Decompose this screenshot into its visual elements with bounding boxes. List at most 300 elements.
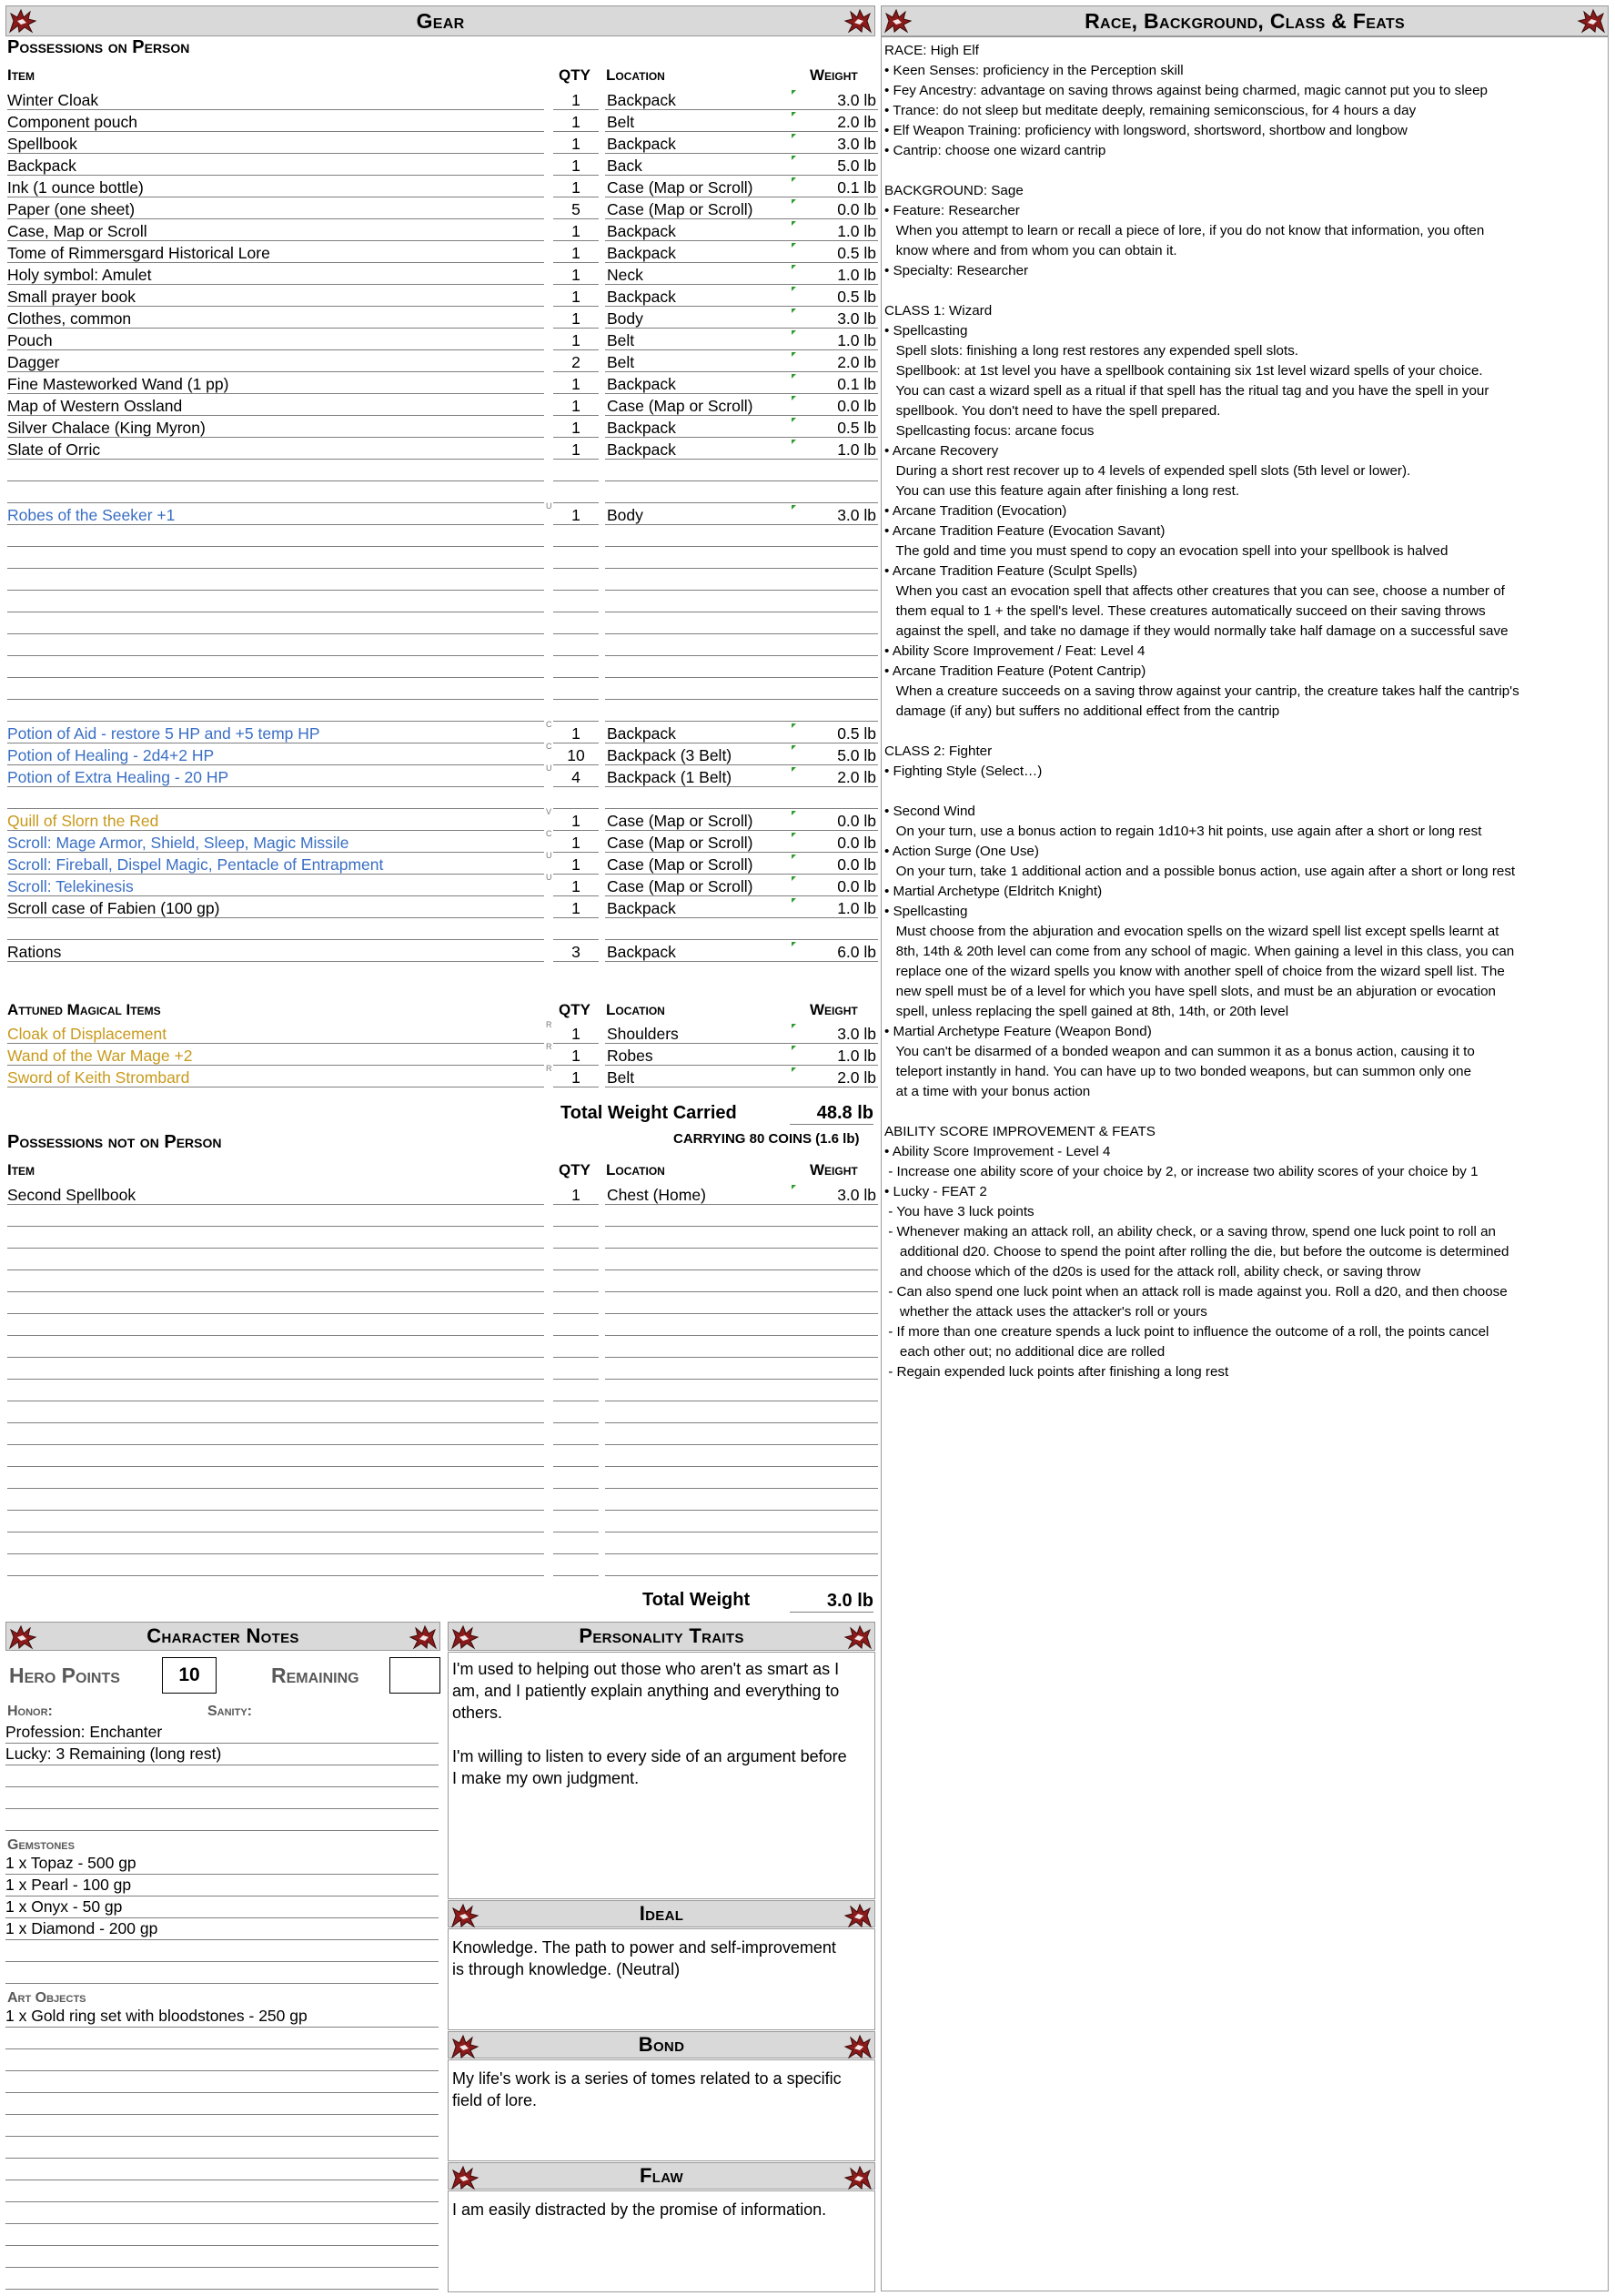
item-row[interactable]	[7, 1064, 876, 1089]
item-name: Holy symbol: Amulet	[7, 265, 544, 285]
race-class-line: - Whenever making an attack roll, an ability check, or a saving throw, spend one luck point to roll an	[884, 1224, 1496, 1239]
race-class-line: • Second Wind	[884, 804, 975, 819]
item-location	[605, 1316, 792, 1336]
item-weight: 0.5 lb	[792, 723, 878, 743]
race-class-line: - Increase one ability score of your choice by 2, or increase two ability scores of your choice by 1	[884, 1164, 1479, 1179]
race-class-line: Must choose from the abjuration and evocation spells on the wizard spell list except spells learnt at	[884, 924, 1499, 939]
item-weight: 3.0 lb	[792, 1024, 878, 1044]
item-row[interactable]	[7, 1229, 873, 1250]
item-row[interactable]	[7, 807, 876, 833]
race-class-line: replace one of the wizard spells you know with another spell of choice from the wizard spell list. The	[884, 964, 1505, 979]
item-row[interactable]	[7, 1425, 873, 1447]
item-location	[605, 614, 792, 634]
item-name	[7, 461, 544, 481]
item-row[interactable]	[7, 1272, 873, 1294]
item-name: Cloak of Displacement	[7, 1024, 544, 1044]
item-qty: 1	[553, 898, 599, 918]
item-row[interactable]	[7, 764, 876, 789]
item-qty: 1	[553, 330, 599, 350]
item-location	[605, 549, 792, 569]
item-row[interactable]	[7, 199, 876, 221]
race-class-line: When you attempt to learn or recall a piece of lore, if you do not know that information, you often	[884, 223, 1485, 238]
item-name	[7, 1491, 544, 1511]
item-qty: 1	[553, 1185, 599, 1205]
note-line[interactable]: 1 x Diamond - 200 gp	[5, 1918, 439, 1940]
item-name	[7, 1207, 544, 1227]
note-line[interactable]	[5, 2180, 439, 2202]
item-weight	[792, 789, 878, 809]
note-line[interactable]	[5, 2071, 439, 2093]
comment-marker-icon	[792, 1046, 796, 1050]
item-location: Body	[605, 308, 792, 329]
comment-marker-icon	[792, 199, 796, 204]
item-weight	[792, 1294, 878, 1314]
note-line[interactable]	[5, 2115, 439, 2137]
item-qty	[553, 680, 599, 700]
item-row[interactable]	[7, 1403, 873, 1425]
item-weight	[792, 1360, 878, 1380]
note-line[interactable]	[5, 2159, 439, 2180]
personality-header	[448, 1622, 875, 1651]
item-row[interactable]	[7, 1042, 876, 1067]
item-location: Case (Map or Scroll)	[605, 876, 792, 896]
item-weight: 2.0 lb	[792, 112, 878, 132]
item-weight	[792, 1469, 878, 1489]
item-row[interactable]	[7, 829, 876, 855]
item-name	[7, 1250, 544, 1270]
note-line[interactable]	[5, 1962, 439, 1984]
item-name	[7, 1229, 544, 1249]
dragon-icon	[843, 1624, 873, 1650]
note-line[interactable]	[5, 2049, 439, 2071]
race-class-line: Spellcasting focus: arcane focus	[884, 423, 1095, 439]
item-location	[605, 1360, 792, 1380]
item-row[interactable]	[7, 156, 876, 177]
item-weight: 0.5 lb	[792, 287, 878, 307]
item-location	[605, 1425, 792, 1445]
race-class-line: BACKGROUND: Sage	[884, 183, 1024, 198]
race-class-line: against the spell, and take no damage if they would normally take half damage on a successful save	[884, 623, 1509, 639]
ideal-title: Ideal	[639, 1902, 684, 1925]
item-weight: 2.0 lb	[792, 1067, 878, 1087]
race-class-line: • Spellcasting	[884, 904, 968, 919]
item-weight	[792, 1316, 878, 1336]
item-qty: 1	[553, 833, 599, 853]
item-qty	[553, 658, 599, 678]
bond-header	[448, 2031, 875, 2058]
item-qty: 1	[553, 1024, 599, 1044]
race-class-line: • Specialty: Researcher	[884, 263, 1029, 278]
item-weight	[792, 702, 878, 722]
race-class-line: • Action Surge (One Use)	[884, 844, 1039, 859]
item-location	[605, 1534, 792, 1554]
race-class-line: • Martial Archetype (Eldritch Knight)	[884, 884, 1103, 899]
flaw-header	[448, 2162, 875, 2190]
text-line: is through knowledge. (Neutral)	[452, 1960, 681, 1978]
item-location	[605, 1294, 792, 1314]
item-row[interactable]	[7, 1360, 873, 1381]
race-class-line: whether the attack uses the attacker's roll or yours	[884, 1304, 1207, 1320]
item-row[interactable]	[7, 1294, 873, 1316]
item-weight	[792, 483, 878, 503]
item-location: Case (Map or Scroll)	[605, 811, 792, 831]
item-qty: 4	[553, 767, 599, 787]
item-qty: 1	[553, 243, 599, 263]
item-name: Paper (one sheet)	[7, 199, 544, 219]
dragon-icon	[843, 2034, 873, 2059]
item-row[interactable]	[7, 134, 876, 156]
item-weight	[792, 527, 878, 547]
ideal-box[interactable]	[448, 1928, 875, 2030]
item-weight	[792, 680, 878, 700]
item-qty	[553, 636, 599, 656]
item-row[interactable]	[7, 614, 873, 636]
item-qty	[553, 483, 599, 503]
item-name	[7, 571, 544, 591]
comment-marker-icon	[792, 767, 796, 772]
comment-marker-icon	[792, 156, 796, 160]
item-row[interactable]	[7, 898, 876, 920]
item-name	[7, 1294, 544, 1314]
note-line[interactable]: 1 x Onyx - 50 gp	[5, 1896, 439, 1918]
note-line[interactable]: Lucky: 3 Remaining (long rest)	[5, 1744, 439, 1765]
text-line: I'm willing to listen to every side of an argument before	[452, 1747, 847, 1765]
comment-marker-icon	[792, 723, 796, 728]
item-location	[605, 1381, 792, 1401]
item-weight: 1.0 lb	[792, 440, 878, 460]
race-class-line: • Arcane Tradition (Evocation)	[884, 503, 1067, 519]
comment-marker-icon	[792, 745, 796, 750]
item-name	[7, 1469, 544, 1489]
item-row[interactable]	[7, 658, 873, 680]
race-class-line: You can't be disarmed of a bonded weapon and can summon it as a bonus action, causing it to	[884, 1044, 1475, 1059]
item-location: Robes	[605, 1046, 792, 1066]
item-qty: 3	[553, 942, 599, 962]
item-row[interactable]	[7, 1185, 876, 1207]
item-row[interactable]	[7, 527, 873, 549]
ideal-header	[448, 1900, 875, 1927]
item-location: Backpack	[605, 723, 792, 743]
item-row[interactable]	[7, 1556, 873, 1578]
note-line[interactable]	[5, 1809, 439, 1831]
honor-label: Honor:	[7, 1704, 53, 1719]
comment-marker-icon	[792, 396, 796, 400]
item-name: Potion of Aid - restore 5 HP and +5 temp HP	[7, 723, 544, 743]
item-location: Case (Map or Scroll)	[605, 396, 792, 416]
item-row[interactable]	[7, 501, 876, 527]
item-row[interactable]	[7, 1469, 873, 1491]
note-line[interactable]	[5, 2268, 439, 2290]
item-weight: 6.0 lb	[792, 942, 878, 962]
rarity-tag: V	[546, 807, 552, 816]
item-location: Case (Map or Scroll)	[605, 199, 792, 219]
item-name	[7, 1425, 544, 1445]
item-row[interactable]	[7, 90, 876, 112]
item-row[interactable]	[7, 851, 876, 876]
item-row[interactable]	[7, 483, 873, 505]
race-class-line: - If more than one creature spends a luck point to influence the outcome of a roll, the points cancel	[884, 1324, 1489, 1340]
item-name: Wand of the War Mage +2	[7, 1046, 544, 1066]
col-location: Location	[606, 1161, 665, 1178]
item-weight	[792, 614, 878, 634]
item-location: Backpack	[605, 90, 792, 110]
item-location: Backpack (1 Belt)	[605, 767, 792, 787]
item-location	[605, 1447, 792, 1467]
item-name	[7, 789, 544, 809]
col-qty: QTY	[559, 1161, 590, 1178]
item-name	[7, 1381, 544, 1401]
item-qty: 1	[553, 876, 599, 896]
item-weight	[792, 1534, 878, 1554]
race-class-line: • Feature: Researcher	[884, 203, 1020, 218]
item-row[interactable]	[7, 287, 876, 308]
col-weight: Weight	[810, 1161, 858, 1178]
character-notes-title: Character Notes	[146, 1624, 299, 1647]
note-line[interactable]: 1 x Gold ring set with bloodstones - 250 gp	[5, 2006, 439, 2028]
note-line[interactable]	[5, 2137, 439, 2159]
item-row[interactable]	[7, 920, 873, 942]
item-weight	[792, 592, 878, 612]
item-row[interactable]	[7, 177, 876, 199]
item-weight: 0.0 lb	[792, 876, 878, 896]
item-row[interactable]	[7, 1381, 873, 1403]
item-weight	[792, 571, 878, 591]
note-line[interactable]	[5, 2202, 439, 2224]
note-line[interactable]	[5, 2224, 439, 2246]
comment-marker-icon	[792, 855, 796, 859]
race-class-line: - Regain expended luck points after finishing a long rest	[884, 1364, 1229, 1380]
comment-marker-icon	[792, 243, 796, 248]
item-location: Neck	[605, 265, 792, 285]
race-class-line: The gold and time you must spend to copy an evocation spell into your spellbook is halved	[884, 543, 1448, 559]
item-qty	[553, 1272, 599, 1292]
bond-text	[452, 2068, 842, 2111]
item-weight	[792, 1491, 878, 1511]
personality-box[interactable]	[448, 1652, 875, 1899]
item-weight: 3.0 lb	[792, 505, 878, 525]
text-line: I'm used to helping out those who aren't as smart as I	[452, 1660, 840, 1678]
race-class-header	[881, 5, 1609, 36]
item-location: Backpack	[605, 221, 792, 241]
item-location	[605, 571, 792, 591]
item-row[interactable]	[7, 265, 876, 287]
race-class-line: • Elf Weapon Training: proficiency with longsword, shortsword, shortbow and longbow	[884, 123, 1408, 138]
race-class-line: teleport instantly in hand. You can have up to two bonded weapons, but can summon only one	[884, 1064, 1472, 1079]
hero-points-value[interactable]: 10	[162, 1657, 217, 1694]
character-notes-header	[5, 1622, 440, 1651]
note-line[interactable]: Profession: Enchanter	[5, 1722, 439, 1744]
item-location: Backpack	[605, 287, 792, 307]
comment-marker-icon	[792, 1067, 796, 1072]
note-line[interactable]: 1 x Pearl - 100 gp	[5, 1875, 439, 1896]
item-row[interactable]	[7, 873, 876, 898]
item-row[interactable]	[7, 330, 876, 352]
item-row[interactable]	[7, 702, 873, 723]
item-row[interactable]	[7, 352, 876, 374]
item-row[interactable]	[7, 418, 876, 440]
comment-marker-icon	[792, 833, 796, 837]
note-line[interactable]	[5, 2093, 439, 2115]
item-name: Tome of Rimmersgard Historical Lore	[7, 243, 544, 263]
item-row[interactable]	[7, 1534, 873, 1556]
flaw-box[interactable]	[448, 2190, 875, 2292]
comment-marker-icon	[792, 330, 796, 335]
item-row[interactable]	[7, 571, 873, 592]
item-row[interactable]	[7, 592, 873, 614]
item-location	[605, 483, 792, 503]
rarity-tag: U	[546, 501, 552, 511]
item-row[interactable]	[7, 1250, 873, 1272]
item-row[interactable]	[7, 742, 876, 767]
item-row[interactable]	[7, 308, 876, 330]
rarity-tag: C	[546, 829, 552, 838]
item-qty	[553, 527, 599, 547]
item-name: Potion of Extra Healing - 20 HP	[7, 767, 544, 787]
item-row[interactable]	[7, 243, 876, 265]
item-qty: 1	[553, 723, 599, 743]
item-qty: 1	[553, 177, 599, 197]
comment-marker-icon	[792, 505, 796, 510]
item-location: Backpack (3 Belt)	[605, 745, 792, 765]
item-name: Second Spellbook	[7, 1185, 544, 1205]
item-row[interactable]	[7, 942, 876, 964]
bond-box[interactable]	[448, 2059, 875, 2161]
note-line[interactable]	[5, 1765, 439, 1787]
comment-marker-icon	[792, 221, 796, 226]
text-line: I am easily distracted by the promise of information.	[452, 2200, 827, 2219]
rarity-tag: R	[546, 1064, 552, 1073]
item-qty: 1	[553, 90, 599, 110]
item-name: Scroll case of Fabien (100 gp)	[7, 898, 544, 918]
ideal-text	[452, 1937, 836, 1980]
item-weight: 3.0 lb	[792, 134, 878, 154]
race-class-line: • Arcane Tradition Feature (Sculpt Spells)	[884, 563, 1137, 579]
item-qty: 1	[553, 1067, 599, 1087]
race-class-line: When a creature succeeds on a saving throw against your cantrip, the creature takes half the cantrip's	[884, 683, 1519, 699]
item-weight	[792, 1338, 878, 1358]
item-qty	[553, 1469, 599, 1489]
item-location: Shoulders	[605, 1024, 792, 1044]
comment-marker-icon	[792, 876, 796, 881]
personality-text	[452, 1658, 847, 1789]
item-row[interactable]	[7, 720, 876, 745]
gear-header	[5, 5, 875, 36]
text-line: Knowledge. The path to power and self-improvement	[452, 1938, 836, 1957]
item-weight	[792, 1229, 878, 1249]
item-row[interactable]	[7, 680, 873, 702]
total-carried-value: 48.8 lb	[790, 1103, 873, 1125]
not-on-person-title: Possessions not on Person	[7, 1132, 222, 1152]
item-location: Belt	[605, 112, 792, 132]
note-line[interactable]	[5, 2028, 439, 2049]
race-class-line: at a time with your bonus action	[884, 1084, 1091, 1099]
item-weight: 1.0 lb	[792, 221, 878, 241]
item-location: Backpack	[605, 898, 792, 918]
item-qty	[553, 1229, 599, 1249]
race-class-title: Race, Background, Class & Feats	[1085, 8, 1405, 33]
item-qty: 1	[553, 374, 599, 394]
col-qty: QTY	[559, 66, 590, 84]
flaw-title: Flaw	[640, 2164, 683, 2187]
dragon-icon	[450, 1903, 479, 1928]
item-name: Small prayer book	[7, 287, 544, 307]
item-weight: 0.0 lb	[792, 199, 878, 219]
item-location	[605, 658, 792, 678]
note-line[interactable]: 1 x Topaz - 500 gp	[5, 1853, 439, 1875]
item-name: Dagger	[7, 352, 544, 372]
item-qty	[553, 571, 599, 591]
item-row[interactable]	[7, 374, 876, 396]
item-row[interactable]	[7, 636, 873, 658]
rarity-tag: U	[546, 764, 552, 773]
race-class-line: Spell slots: finishing a long rest restores any expended spell slots.	[884, 343, 1299, 359]
item-row[interactable]	[7, 1491, 873, 1512]
race-class-line: • Ability Score Improvement / Feat: Level 4	[884, 643, 1146, 659]
item-row[interactable]	[7, 461, 873, 483]
item-qty	[553, 1447, 599, 1467]
rarity-tag: R	[546, 1020, 552, 1029]
item-weight: 5.0 lb	[792, 156, 878, 176]
item-qty	[553, 614, 599, 634]
race-class-line: new spell must be of a level for which you have spell slots, and must be an abjuration or evocation	[884, 984, 1496, 999]
note-line[interactable]	[5, 2246, 439, 2268]
item-row[interactable]	[7, 1512, 873, 1534]
comment-marker-icon	[792, 308, 796, 313]
race-class-line: - You have 3 luck points	[884, 1204, 1035, 1219]
race-class-line: and choose which of the d20s is used for the attack roll, ability check, or saving throw	[884, 1264, 1421, 1279]
item-row[interactable]	[7, 1207, 873, 1229]
item-weight	[792, 549, 878, 569]
item-row[interactable]	[7, 221, 876, 243]
item-weight: 5.0 lb	[792, 745, 878, 765]
note-line[interactable]	[5, 1940, 439, 1962]
item-location: Backpack	[605, 418, 792, 438]
dragon-icon	[843, 1903, 873, 1928]
item-qty: 10	[553, 745, 599, 765]
item-row[interactable]	[7, 1316, 873, 1338]
comment-marker-icon	[792, 352, 796, 357]
item-name: Sword of Keith Strombard	[7, 1067, 544, 1087]
item-row[interactable]	[7, 1020, 876, 1046]
race-class-line: • Arcane Recovery	[884, 443, 999, 459]
col-item: Item	[7, 1161, 35, 1178]
item-row[interactable]	[7, 1447, 873, 1469]
item-row[interactable]	[7, 549, 873, 571]
item-name	[7, 1403, 544, 1423]
item-row[interactable]	[7, 396, 876, 418]
item-location	[605, 1229, 792, 1249]
race-class-line: Spellbook: at 1st level you have a spellbook containing six 1st level wizard spells of your choice.	[884, 363, 1483, 379]
race-class-line: • Fighting Style (Select…)	[884, 764, 1043, 779]
item-row[interactable]	[7, 789, 873, 811]
item-weight: 0.0 lb	[792, 396, 878, 416]
dragon-icon	[843, 8, 873, 34]
text-line: others.	[452, 1704, 503, 1722]
item-row[interactable]	[7, 440, 876, 461]
item-qty: 1	[553, 265, 599, 285]
item-weight: 2.0 lb	[792, 352, 878, 372]
item-row[interactable]	[7, 1338, 873, 1360]
note-line[interactable]	[5, 1787, 439, 1809]
item-name	[7, 1534, 544, 1554]
remaining-value[interactable]	[389, 1657, 440, 1694]
race-class-line: • Keen Senses: proficiency in the Perception skill	[884, 63, 1184, 78]
item-row[interactable]	[7, 112, 876, 134]
item-weight: 1.0 lb	[792, 330, 878, 350]
flaw-text	[452, 2199, 826, 2220]
item-location	[605, 680, 792, 700]
item-weight: 3.0 lb	[792, 308, 878, 329]
